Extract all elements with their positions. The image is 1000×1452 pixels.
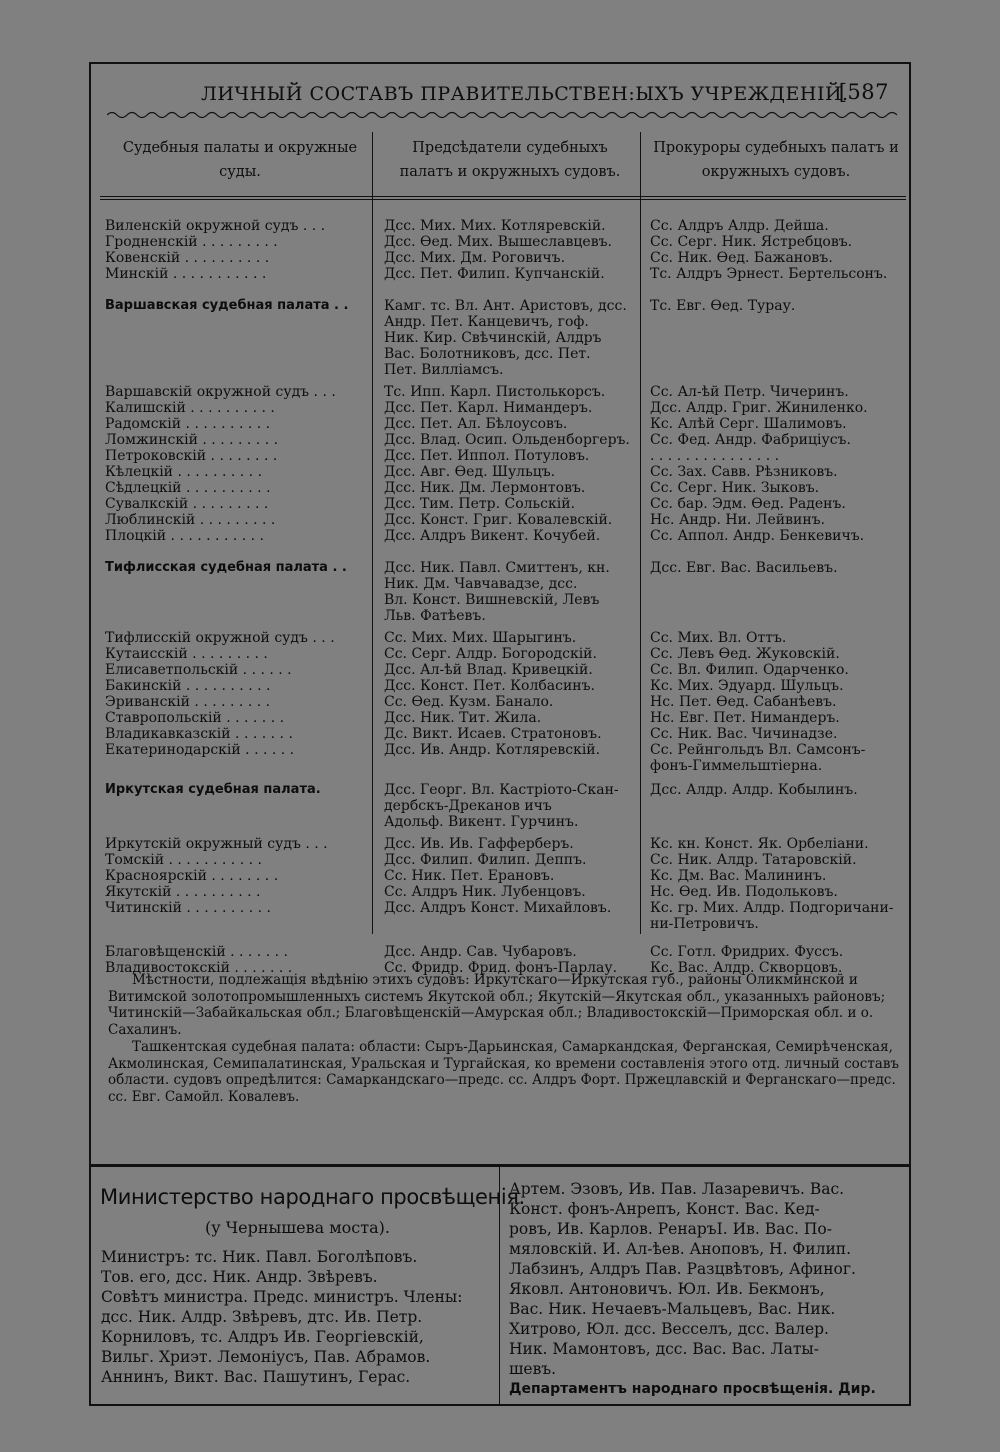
president-cell: Сс. Ник. Пет. Ерановъ. <box>384 868 555 884</box>
president-cell: Дсс. Андр. Сав. Чубаровъ. <box>384 944 577 960</box>
prosecutor-cell: Сс. Рейнгольдъ Вл. Самсонъ- <box>650 742 866 758</box>
president-cell: Дсс. Георг. Вл. Кастріото-Скан- <box>384 782 619 798</box>
members-line-1: Артем. Эзовъ, Ив. Пав. Лазаревичъ. Вас. <box>509 1180 845 1198</box>
president-cell: Сс. Мих. Мих. Шарыгинъ. <box>384 630 577 646</box>
president-cell: Дсс. Конст. Пет. Колбасинъ. <box>384 678 595 694</box>
president-cell: Дсс. Пет. Карл. Нимандеръ. <box>384 400 593 416</box>
prosecutor-cell: Нс. Ѳед. Ив. Подольковъ. <box>650 884 838 900</box>
court-name-cell: Гродненскій . . . . . . . . . <box>105 234 278 250</box>
prosecutor-cell: Сс. Алдръ Алдр. Дейша. <box>650 218 829 234</box>
court-name-cell: Люблинскій . . . . . . . . . <box>105 512 276 528</box>
prosecutor-cell: Сс. Вл. Филип. Одарченко. <box>650 662 849 678</box>
note-paragraph-2: Ташкентская судебная палата: области: Сыръ-Дарьинская, Самаркандская, Ферганская, Семирѣченская, Акмолинская, Семипалатинская, Уральская и Тургайская, ко времени составленія этого отд. личный составъ области. судовъ опредѣлится: Самаркандскаго—предс. сс. Алдръ Форт. Пржецлавскій и Ферганскаго—предс. сс. Евг. Самойл. Ковалевъ. <box>108 1039 900 1105</box>
president-cell: Тс. Ипп. Карл. Пистолькорсъ. <box>384 384 606 400</box>
column-divider-2 <box>640 132 641 934</box>
header-bottom-rule <box>100 196 906 197</box>
note-paragraph-1: Мѣстности, подлежащія вѣдѣнію этихъ судовъ: Иркутскаго—Иркутская губ., районы Оликминской и Витимской золотопромышленныхъ системъ Якутской обл.; Якутскій—Якутская обл., указанныхъ районовъ; Читинскій—Забайкальская обл.; Благовѣщенскій—Амурская обл.; Владивостокскій—Приморская обл. и о. Сахалинъ. <box>108 972 886 1038</box>
prosecutor-cell: Кс. Дм. Вас. Малининъ. <box>650 868 827 884</box>
column-header-courts: Судебныя палаты и окружные суды. <box>122 140 358 180</box>
president-cell: Дсс. Мих. Мих. Котляревскій. <box>384 218 606 234</box>
members-line-7: Вас. Ник. Нечаевъ-Мальцевъ, Вас. Ник. <box>509 1300 836 1318</box>
president-cell: Вас. Болотниковъ, дсс. Пет. <box>384 346 591 362</box>
deputy-line: Тов. его, дсс. Ник. Андр. Звѣревъ. <box>101 1268 378 1286</box>
prosecutor-cell: Кс. гр. Мих. Алдр. Подгоричани- <box>650 900 894 916</box>
council-line: Совѣтъ министра. Предс. министръ. Члены: <box>101 1288 463 1306</box>
court-name-cell: Тифлисская судебная палата . . <box>105 560 347 575</box>
president-cell: Дсс. Тим. Петр. Сольскій. <box>384 496 576 512</box>
prosecutor-cell: Сс. Аппол. Андр. Бенкевичъ. <box>650 528 865 544</box>
president-cell: Дсс. Конст. Григ. Ковалевскій. <box>384 512 613 528</box>
prosecutor-cell: Нс. Андр. Ни. Лейвинъ. <box>650 512 826 528</box>
president-cell: Дсс. Ник. Тит. Жила. <box>384 710 542 726</box>
members-line-5: Лабзинъ, Алдръ Пав. Разцвѣтовъ, Афиног. <box>509 1260 856 1278</box>
president-cell: Льв. Фатѣевъ. <box>384 608 486 624</box>
president-cell: Дсс. Алдръ Викент. Кочубей. <box>384 528 601 544</box>
prosecutor-cell: Сс. Ник. Вас. Чичинадзе. <box>650 726 838 742</box>
president-cell: Дсс. Авг. Ѳед. Шульцъ. <box>384 464 556 480</box>
prosecutor-cell: Нс. Пет. Ѳед. Сабанѣевъ. <box>650 694 837 710</box>
president-cell: Дсс. Ив. Ив. Гафферберъ. <box>384 836 574 852</box>
president-cell: Вл. Конст. Вишневскій, Левъ <box>384 592 600 608</box>
minister-line: Министръ: тс. Ник. Павл. Боголѣповъ. <box>101 1248 418 1266</box>
prosecutor-cell: Сс. Ник. Ѳед. Бажановъ. <box>650 250 833 266</box>
court-name-cell: Ковенскій . . . . . . . . . . <box>105 250 270 266</box>
court-name-cell: Плоцкій . . . . . . . . . . . <box>105 528 264 544</box>
president-cell: Ник. Кир. Свѣчинскій, Алдръ <box>384 330 602 346</box>
president-cell: Сс. Серг. Алдр. Богородскій. <box>384 646 597 662</box>
president-cell: Андр. Пет. Канцевичъ, гоф. <box>384 314 589 330</box>
court-name-cell: Варшавскій окружной судъ . . . <box>105 384 336 400</box>
court-name-cell: Кѣлецкій . . . . . . . . . . <box>105 464 263 480</box>
prosecutor-cell: Сс. Зах. Савв. Рѣзниковъ. <box>650 464 838 480</box>
header-bottom-rule-2 <box>100 199 906 200</box>
president-cell: Дсс. Ѳед. Мих. Вышеславцевъ. <box>384 234 612 250</box>
court-name-cell: Виленскій окружной судъ . . . <box>105 218 326 234</box>
ministry-top-rule <box>89 1166 909 1167</box>
president-cell: Дсс. Пет. Иппол. Потуловъ. <box>384 448 590 464</box>
president-cell: Дсс. Ал-ѣй Влад. Кривецкій. <box>384 662 593 678</box>
prosecutor-cell: Сс. бар. Эдм. Ѳед. Раденъ. <box>650 496 846 512</box>
president-cell: Дсс. Пет. Филип. Купчанскій. <box>384 266 605 282</box>
prosecutor-cell: Сс. Серг. Ник. Зыковъ. <box>650 480 820 496</box>
council-members-line-3: Вильг. Хриэт. Лемоніусъ, Пав. Абрамов. <box>101 1348 431 1366</box>
members-line-9: Ник. Мамонтовъ, дсс. Вас. Вас. Латы- <box>509 1340 819 1358</box>
court-name-cell: Иркутская судебная палата. <box>105 782 321 797</box>
president-cell: Сс. Алдръ Ник. Лубенцовъ. <box>384 884 586 900</box>
court-name-cell: Якутскій . . . . . . . . . . <box>105 884 261 900</box>
president-cell: Дсс. Ник. Павл. Смиттенъ, кн. <box>384 560 610 576</box>
court-name-cell: Радомскій . . . . . . . . . . <box>105 416 271 432</box>
court-name-cell: Ломжинскій . . . . . . . . . <box>105 432 279 448</box>
court-name-cell: Сѣдлецкій . . . . . . . . . . <box>105 480 271 496</box>
prosecutor-cell: Тс. Евг. Ѳед. Турау. <box>650 298 796 314</box>
column-divider-1 <box>372 132 373 934</box>
president-cell: Дсс. Алдръ Конст. Михайловъ. <box>384 900 612 916</box>
prosecutor-cell: Нс. Евг. Пет. Нимандеръ. <box>650 710 840 726</box>
court-name-cell: Красноярскій . . . . . . . . <box>105 868 279 884</box>
court-name-cell: Эриванскій . . . . . . . . . <box>105 694 271 710</box>
prosecutor-cell: Сс. Фед. Андр. Фабриціусъ. <box>650 432 851 448</box>
jurisdiction-notes <box>108 972 903 1105</box>
page-number: [587 <box>838 80 889 104</box>
prosecutor-cell: Кс. кн. Конст. Як. Орбеліани. <box>650 836 869 852</box>
prosecutor-cell: Дсс. Евг. Вас. Васильевъ. <box>650 560 838 576</box>
president-cell: Камг. тс. Вл. Ант. Аристовъ, дсс. <box>384 298 627 314</box>
members-line-2: Конст. фонъ-Анрепъ, Конст. Вас. Кед- <box>509 1200 820 1218</box>
court-name-cell: Петроковскій . . . . . . . . <box>105 448 278 464</box>
court-name-cell: Благовѣщенскій . . . . . . . <box>105 944 288 960</box>
president-cell: Дсс. Ник. Дм. Лермонтовъ. <box>384 480 586 496</box>
prosecutor-cell: Кс. Вас. Алдр. Скворцовъ. <box>650 960 843 976</box>
column-header-prosecutors: Прокуроры судебныхъ палатъ и окружныхъ судовъ. <box>653 140 899 180</box>
prosecutor-cell: . . . . . . . . . . . . . . . <box>650 448 780 464</box>
council-members-line-1: дсс. Ник. Алдр. Звѣревъ, дтс. Ив. Петр. <box>101 1308 423 1326</box>
members-line-6: Яковл. Антоновичъ. Юл. Ив. Бекмонъ, <box>509 1280 825 1298</box>
court-name-cell: Екатеринодарскій . . . . . . <box>105 742 295 758</box>
members-line-4: мяловскій. И. Ал-ѣев. Анопoвъ, Н. Филип. <box>509 1240 852 1258</box>
prosecutor-cell: Сс. Серг. Ник. Ястребцовъ. <box>650 234 853 250</box>
council-members-line-2: Корниловъ, тс. Алдръ Ив. Георгіевскій, <box>101 1328 424 1346</box>
president-cell: Сс. Ѳед. Кузм. Банало. <box>384 694 554 710</box>
prosecutor-cell: Дсс. Алдр. Алдр. Кобылинъ. <box>650 782 858 798</box>
members-line-10: шевъ. <box>509 1360 557 1378</box>
page-header-title: ЛИЧНЫЙ СОСТАВЪ ПРАВИТЕЛЬСТВЕН:ЫХЪ УЧРЕЖДЕНІЙ. <box>201 83 849 105</box>
ministry-left-column <box>101 1247 493 1387</box>
court-name-cell: Минскій . . . . . . . . . . . <box>105 266 267 282</box>
court-name-cell: Сувалкскій . . . . . . . . . <box>105 496 269 512</box>
president-cell: Адольф. Викент. Гурчинъ. <box>384 814 579 830</box>
court-name-cell: Калишскій . . . . . . . . . . <box>105 400 275 416</box>
members-line-8: Хитрово, Юл. дсс. Весселъ, дсс. Валер. <box>509 1320 829 1338</box>
ministry-subtitle: (у Чернышева моста). <box>205 1218 390 1237</box>
column-header-presidents: Предсѣдатели судебныхъ палатъ и окружныхъ судовъ. <box>399 140 621 180</box>
prosecutor-cell: Кс. Алѣй Серг. Шалимовъ. <box>650 416 847 432</box>
prosecutor-cell: Тс. Алдръ Эрнест. Бертельсонъ. <box>650 266 888 282</box>
president-cell: Дс. Викт. Исаев. Стратоновъ. <box>384 726 602 742</box>
president-cell: Дсс. Ив. Андр. Котляревскій. <box>384 742 601 758</box>
president-cell: Сс. Фридр. Фрид. фонъ-Парлау. <box>384 960 618 976</box>
president-cell: Дсс. Влад. Осип. Ольденборгеръ. <box>384 432 630 448</box>
prosecutor-cell: Сс. Левъ Ѳед. Жуковскій. <box>650 646 840 662</box>
members-line-3: ровъ, Ив. Карлов. РенаръI. Ив. Вас. По- <box>509 1220 832 1238</box>
court-name-cell: Томскій . . . . . . . . . . . <box>105 852 262 868</box>
court-name-cell: Иркутскій окружный судъ . . . <box>105 836 328 852</box>
prosecutor-cell: Дсс. Алдр. Григ. Жиниленко. <box>650 400 868 416</box>
court-name-cell: Ставропольскій . . . . . . . <box>105 710 285 726</box>
prosecutor-cell: Кс. Мих. Эдуард. Шульцъ. <box>650 678 844 694</box>
council-members-line-4: Аннинъ, Викт. Вас. Пашутинъ, Герас. <box>101 1368 411 1386</box>
department-line: Департаментъ народнаго просвѣщенія. Дир. <box>509 1381 876 1397</box>
ministry-title: Министерство народнаго просвѣщенія. <box>100 1185 525 1209</box>
ministry-right-column <box>509 1179 904 1399</box>
president-cell: Дсс. Пет. Ал. Бѣлоусовъ. <box>384 416 568 432</box>
court-name-cell: Читинскій . . . . . . . . . . <box>105 900 271 916</box>
president-cell: Дсс. Мих. Дм. Роговичъ. <box>384 250 566 266</box>
court-name-cell: Бакинскій . . . . . . . . . . <box>105 678 271 694</box>
prosecutor-cell: Сс. Ник. Алдр. Татаровскій. <box>650 852 857 868</box>
prosecutor-cell: Сс. Готл. Фридрих. Фуссъ. <box>650 944 844 960</box>
court-name-cell: Варшавская судебная палата . . <box>105 298 349 313</box>
court-name-cell: Тифлисскій окружной судъ . . . <box>105 630 335 646</box>
president-cell: Дсс. Филип. Филип. Деппъ. <box>384 852 587 868</box>
prosecutor-cell: ни-Петровичъ. <box>650 916 759 932</box>
court-name-cell: Кутаисскій . . . . . . . . . <box>105 646 268 662</box>
wavy-divider <box>107 110 897 120</box>
prosecutor-cell: Сс. Мих. Вл. Оттъ. <box>650 630 787 646</box>
president-cell: Ник. Дм. Чавчавадзе, дсс. <box>384 576 578 592</box>
court-name-cell: Владикавказскій . . . . . . . <box>105 726 293 742</box>
president-cell: дербскъ-Дреканов ичъ <box>384 798 552 814</box>
court-name-cell: Елисаветпольскій . . . . . . <box>105 662 292 678</box>
court-name-cell: Владивостокскій . . . . . . . <box>105 960 293 976</box>
president-cell: Пет. Вилліамсъ. <box>384 362 504 378</box>
running-header <box>89 62 907 122</box>
prosecutor-cell: Сс. Ал-ѣй Петр. Чичеринъ. <box>650 384 849 400</box>
prosecutor-cell: фонъ-Гиммельштіерна. <box>650 758 823 774</box>
